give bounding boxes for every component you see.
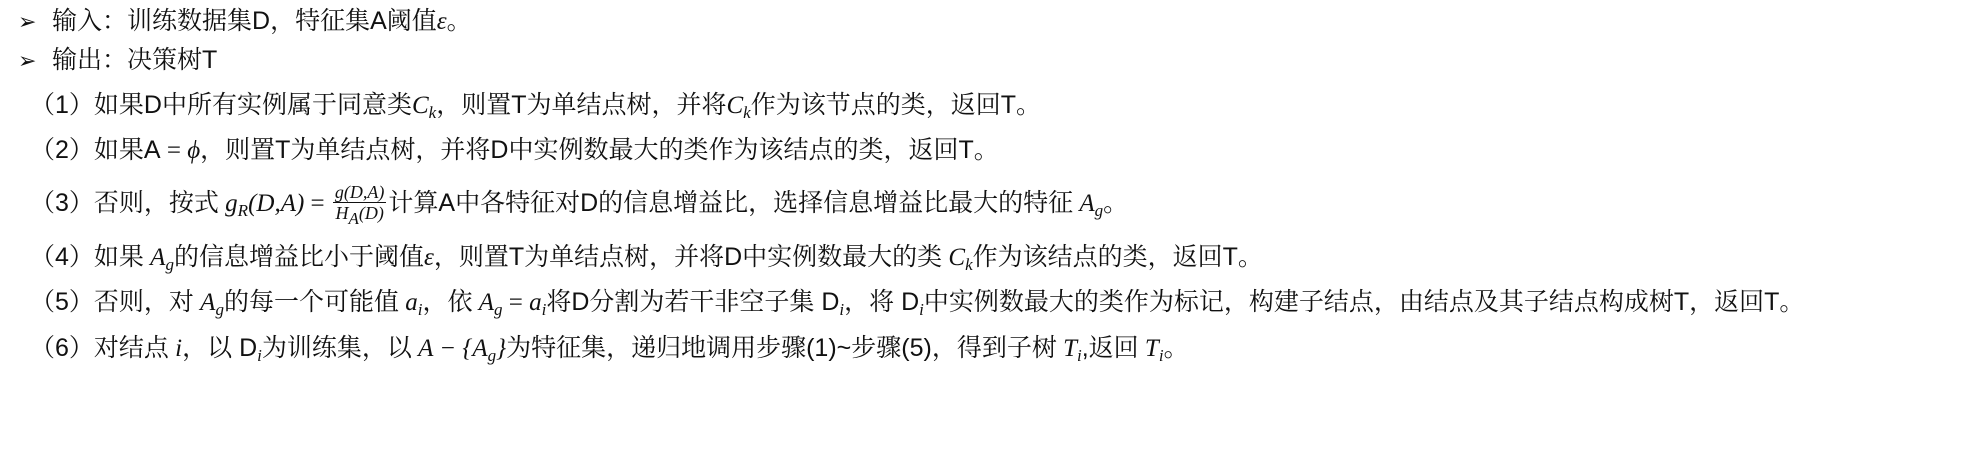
step-text: 作为该结点的类，返回T。 [972, 243, 1263, 271]
step-3 [30, 182, 1129, 228]
input-line [18, 4, 472, 39]
output-label: 输出： [52, 46, 128, 74]
epsilon-symbol: ε [423, 244, 434, 271]
math-equals: = [160, 137, 188, 164]
output-line [18, 43, 217, 78]
step-text: 否则，按式 [93, 189, 219, 218]
step-text: 中实例数最大的类作为标记，构建子结点，由结点及其子结点构成树T，返回T。 [923, 288, 1805, 316]
fraction-denominator: $H_A(D)$ [335, 203, 384, 228]
math-subscript: i [919, 300, 924, 319]
step-text: 如果 [93, 243, 144, 271]
input-end: 。 [446, 7, 472, 35]
step-text: ，则置T为单结点树，并将D中实例数最大的类 [433, 243, 943, 271]
math-equals: = [304, 190, 331, 218]
math-subscript: i [839, 300, 845, 319]
step-number: （6） [30, 334, 94, 362]
math-feature-set: $A - \{A_g\}$ [418, 335, 507, 365]
math-i: i [175, 335, 183, 362]
step-text: ，则置T为单结点树，并将 [436, 91, 727, 119]
math-ck: $C_k$ [948, 244, 973, 274]
step-number: （3） [30, 189, 94, 218]
math-ck: $C_k$ [411, 92, 437, 122]
step-text: 计算A中各特征对D的信息增益比，选择信息增益比最大的特征 [388, 189, 1074, 218]
math-ck: $C_k$ [726, 92, 751, 122]
step-text: 否则，对 [93, 288, 194, 316]
math-ag: $A_g$ [200, 289, 224, 319]
math-ag: $A_g$ [1079, 190, 1104, 221]
epsilon-symbol: ε [436, 8, 447, 35]
input-text: 训练数据集D，特征集A阈值 [127, 7, 437, 35]
step-text: ，则置T为单结点树，并将D中实例数最大的类作为该结点的类，返回T。 [200, 136, 999, 164]
step-text: 。 [1163, 334, 1189, 362]
math-ai: $a_i$ [405, 289, 423, 319]
step-number: （4） [30, 243, 94, 271]
step-text: 对结点 [93, 334, 169, 362]
arrow-bullet-icon: ➢ [18, 9, 37, 34]
step-5 [30, 285, 1804, 320]
step-number: （5） [30, 288, 94, 316]
math-gain-ratio: $g_R(D,A)$ [225, 190, 305, 221]
math-subscript: i [257, 346, 262, 365]
output-text: 决策树T [127, 46, 218, 74]
step-text: ,返回 [1081, 334, 1139, 362]
step-text: ，以 D [182, 334, 258, 362]
step-text: 如果A [93, 136, 161, 164]
step-text: 的信息增益比小于阈值 [173, 243, 424, 271]
math-ag: $A_g$ [150, 244, 174, 274]
step-text: 的每一个可能值 [223, 288, 399, 316]
input-label: 输入： [52, 7, 128, 35]
step-number: （2） [30, 136, 94, 164]
math-ag-eq-ai: $A_g = a_i$ [478, 289, 547, 319]
step-text: 将D分割为若干非空子集 D [546, 288, 840, 316]
step-text: ，依 [422, 288, 473, 316]
step-text: 如果D中所有实例属于同意类 [93, 91, 412, 119]
step-text: 。 [1103, 189, 1129, 218]
fraction-numerator: g(D,A) [334, 182, 385, 202]
step-number: （1） [30, 91, 94, 119]
step-6 [30, 331, 1189, 366]
math-ti: $T_i$ [1063, 335, 1082, 365]
math-fraction [333, 182, 386, 228]
math-phi: ϕ [187, 137, 201, 164]
step-2 [30, 133, 999, 168]
step-text: 为训练集，以 [261, 334, 412, 362]
arrow-bullet-icon: ➢ [18, 48, 37, 73]
step-text: 为特征集，递归地调用步骤(1)~步骤(5)，得到子树 [506, 334, 1057, 362]
step-1 [30, 88, 1041, 123]
step-4 [30, 240, 1263, 275]
math-ti: $T_i$ [1144, 335, 1164, 365]
step-text: 作为该节点的类，返回T。 [750, 91, 1041, 119]
step-text: ，将 D [844, 288, 920, 316]
